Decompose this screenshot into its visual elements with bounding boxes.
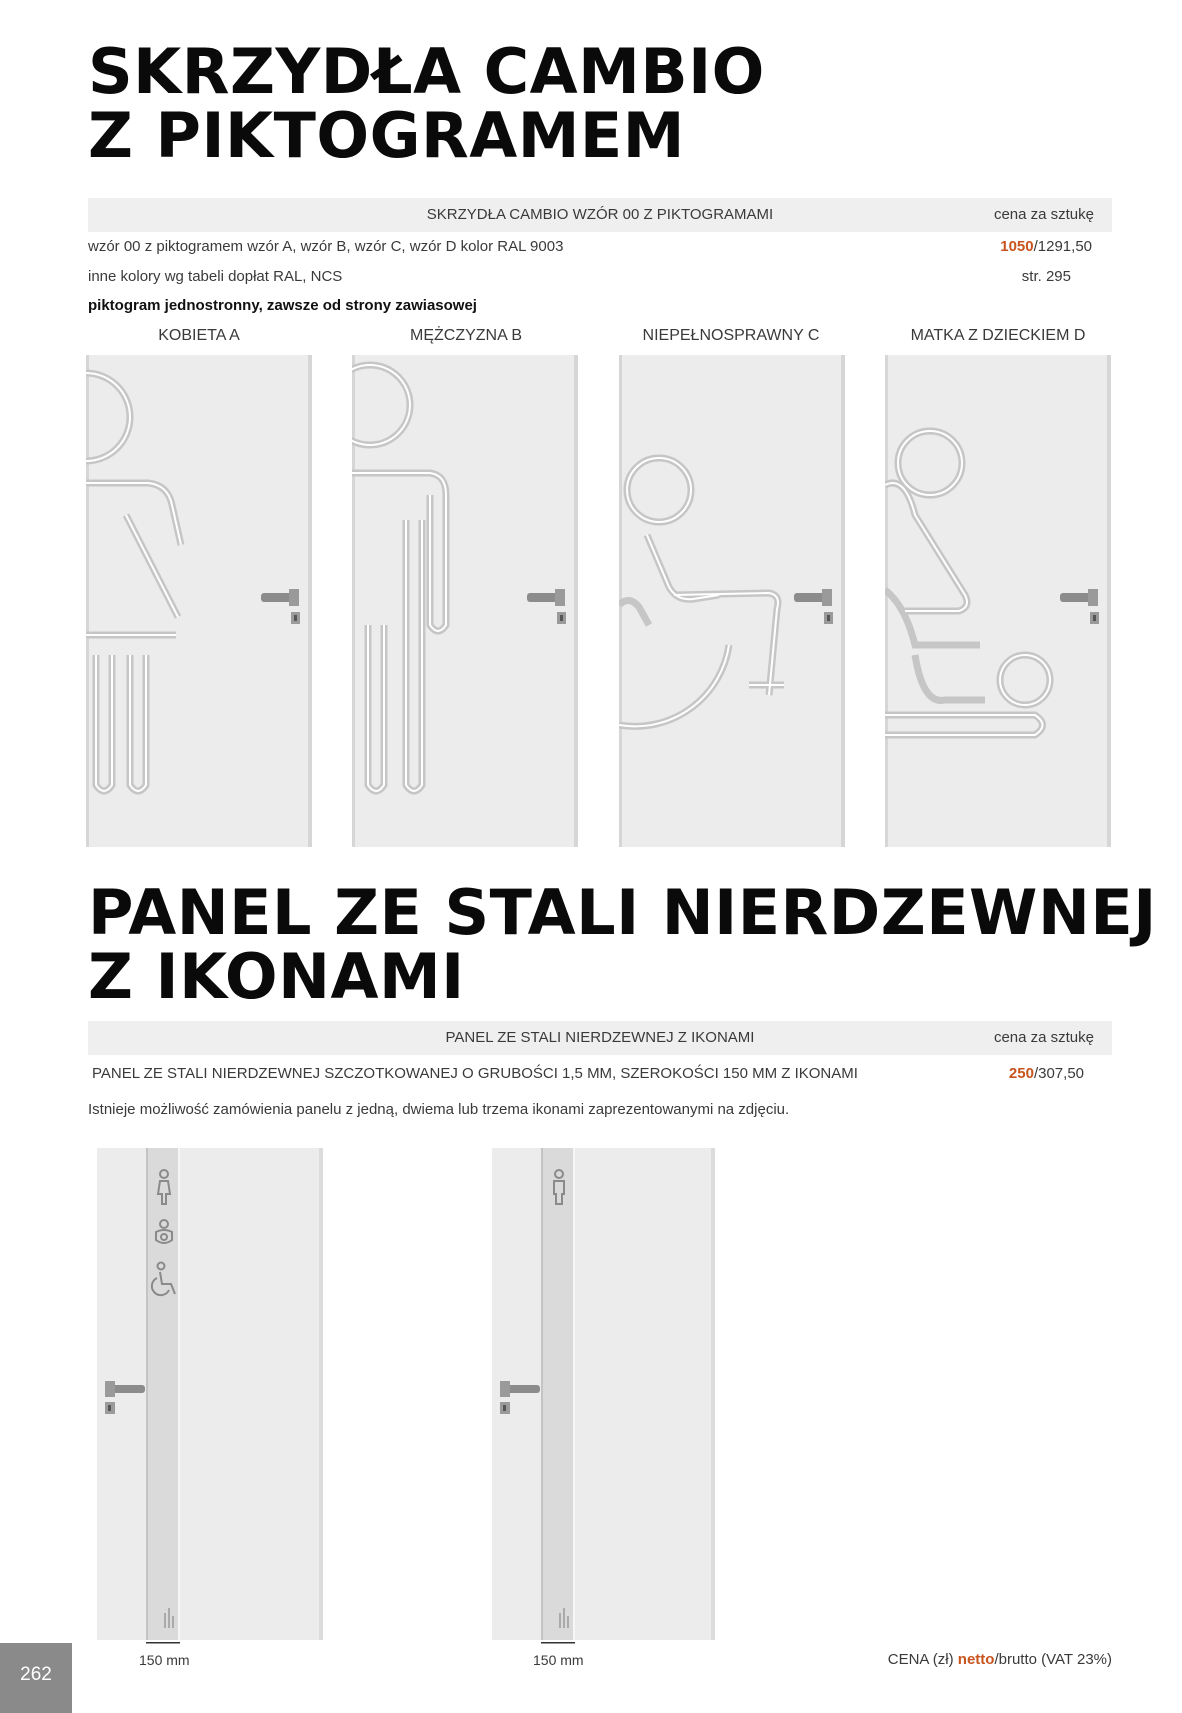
- section2-info: Istnieje możliwość zamówienia panelu z jedną, dwiema lub trzema ikonami zaprezentowanymi na zdjęciu.: [88, 1101, 790, 1118]
- door-label-c: NIEPEŁNOSPRAWNY C: [642, 327, 820, 344]
- section1-table-header: SKRZYDŁA CAMBIO WZÓR 00 Z PIKTOGRAMAMI cena za sztukę: [88, 198, 1112, 232]
- footer-price-legend: CENA (zł) netto/brutto (VAT 23%): [887, 1651, 1112, 1668]
- section1-title: SKRZYDŁA CAMBIO Z PIKTOGRAMEM: [88, 35, 765, 172]
- section1-row2-text: inne kolory wg tabeli dopłat RAL, NCS: [88, 268, 343, 285]
- door-a: [86, 355, 312, 847]
- section1-note: piktogram jednostronny, zawsze od strony zawiasowej: [88, 297, 477, 314]
- section1-row1-price: 1050/1291,50: [1000, 238, 1092, 255]
- door-c: [619, 355, 845, 847]
- section2-title: PANEL ZE STALI NIERDZEWNEJ Z IKONAMI: [88, 876, 1157, 1013]
- page-number: 262: [0, 1643, 72, 1713]
- door-label-a: KOBIETA A: [158, 327, 240, 344]
- door-label-b: MĘŻCZYZNA B: [409, 327, 522, 344]
- panel-width-label-1: 150 mm: [139, 1652, 190, 1668]
- section2-row1-text: PANEL ZE STALI NIERDZEWNEJ SZCZOTKOWANEJ O GRUBOŚCI 1,5 MM, SZEROKOŚCI 150 MM Z IKONAMI: [92, 1065, 858, 1082]
- panel-door-one-icon: [492, 1148, 715, 1640]
- width-marker: [146, 1641, 180, 1645]
- section2-table-header: PANEL ZE STALI NIERDZEWNEJ Z IKONAMI cena za sztukę: [88, 1021, 1112, 1055]
- section2-row1-price: 250/307,50: [1008, 1065, 1084, 1082]
- panel-width-label-2: 150 mm: [533, 1652, 584, 1668]
- section1-row2-price: str. 295: [1021, 268, 1071, 285]
- door-label-d: MATKA Z DZIECKIEM D: [910, 327, 1086, 344]
- door-b: [352, 355, 578, 847]
- width-marker: [541, 1641, 575, 1645]
- panel-door-three-icons: [97, 1148, 323, 1640]
- section1-row1-text: wzór 00 z piktogramem wzór A, wzór B, wzór C, wzór D kolor RAL 9003: [88, 238, 564, 255]
- door-d: [885, 355, 1111, 847]
